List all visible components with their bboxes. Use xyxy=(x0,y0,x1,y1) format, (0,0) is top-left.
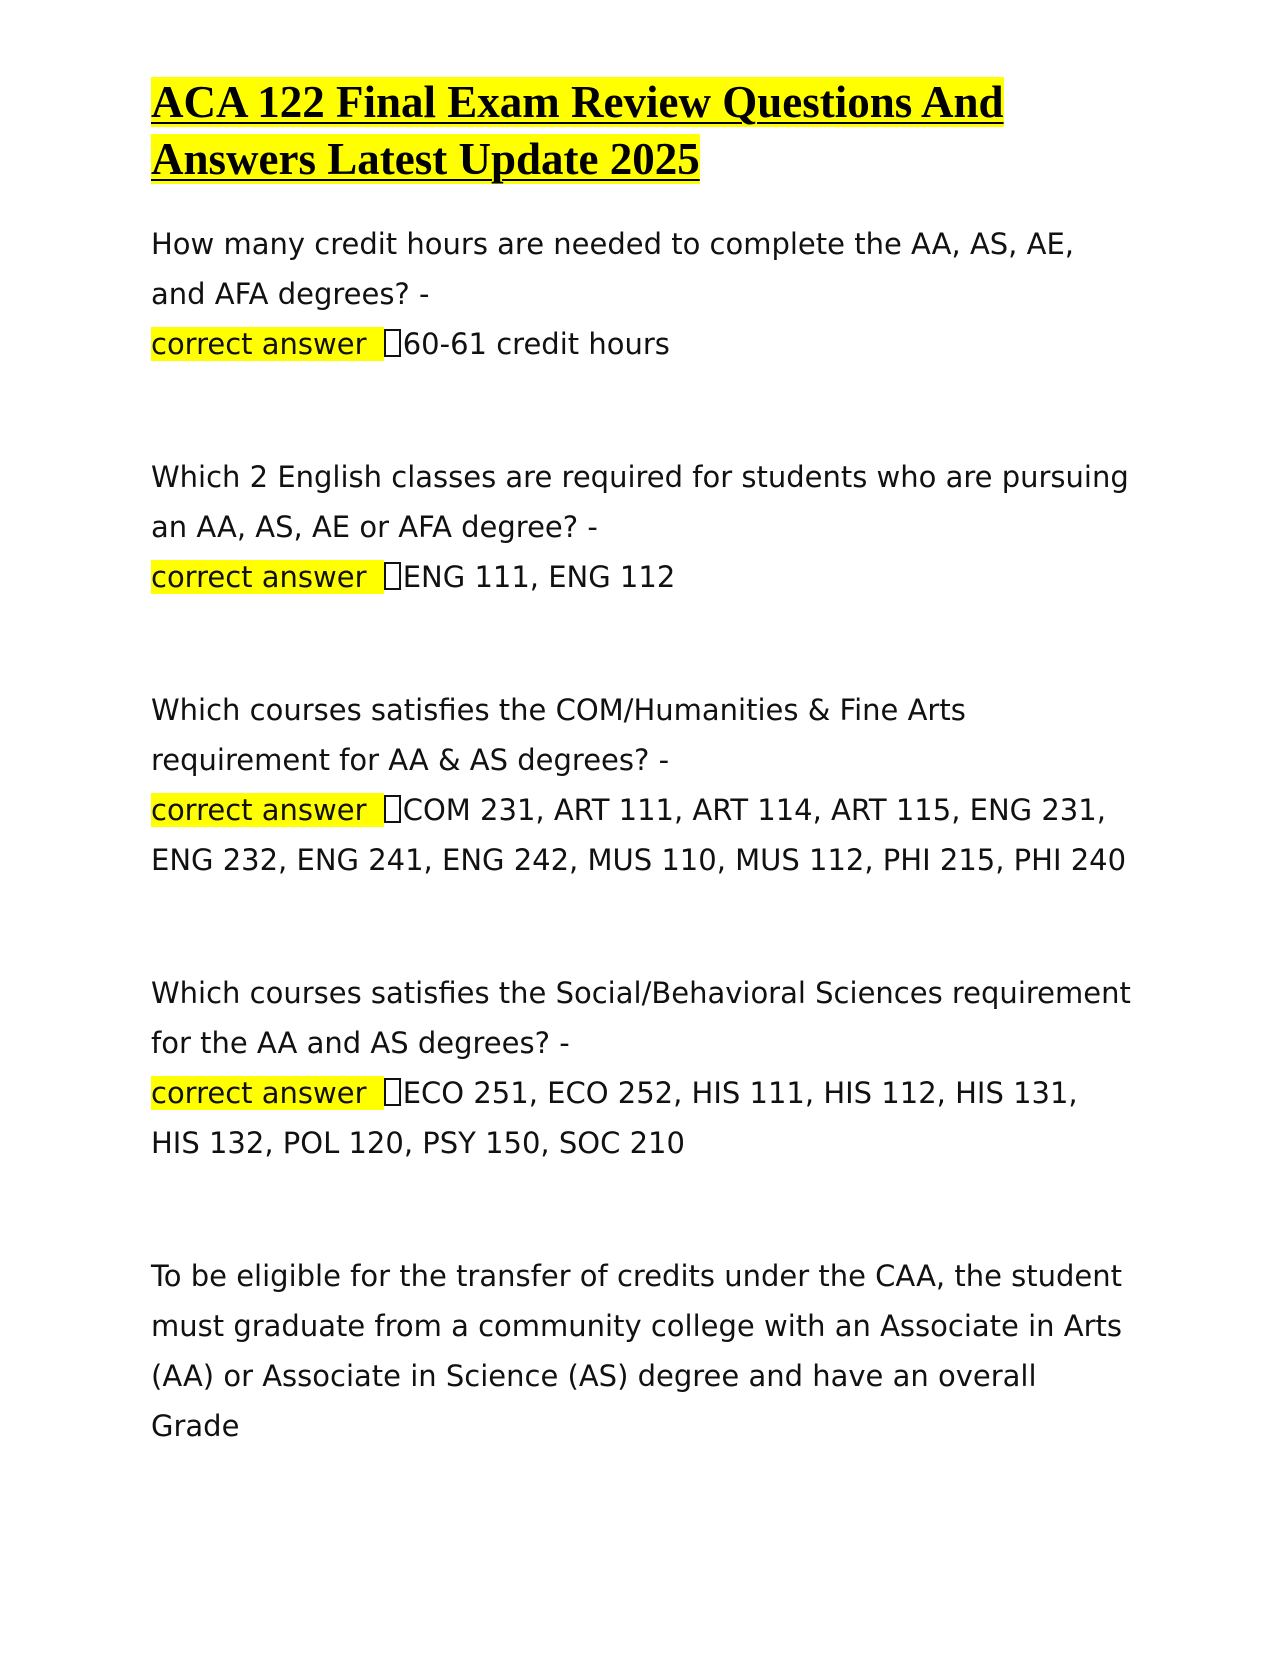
question-text: Which courses satisfies the COM/Humanities & Fine Arts requirement for AA & AS degrees? - xyxy=(151,693,966,777)
answer-text: ENG 111, ENG 112 xyxy=(402,560,676,594)
missing-glyph-box-icon xyxy=(384,1078,401,1106)
answer-text: COM 231, ART 111, ART 114, ART 115, ENG 231, ENG 232, ENG 241, ENG 242, MUS 110, MUS 112, PHI 215, PHI 240 xyxy=(151,793,1127,877)
answer-text: ECO 251, ECO 252, HIS 111, HIS 112, HIS 131, HIS 132, POL 120, PSY 150, SOC 210 xyxy=(151,1076,1078,1160)
qa-item xyxy=(151,452,1131,602)
question-text: How many credit hours are needed to complete the AA, AS, AE, and AFA degrees? - xyxy=(151,227,1075,311)
title-line-2: Answers Latest Update 2025 xyxy=(151,134,700,184)
qa-item xyxy=(151,219,1131,369)
answer-text: 60-61 credit hours xyxy=(402,327,670,361)
answer-label: correct answer xyxy=(151,327,384,361)
qa-item xyxy=(151,968,1131,1168)
answer-label: correct answer xyxy=(151,793,384,827)
question-text: Which courses satisfies the Social/Behavioral Sciences requirement for the AA and AS degrees? - xyxy=(151,976,1131,1060)
question-text: Which 2 English classes are required for students who are pursuing an AA, AS, AE or AFA degree? - xyxy=(151,460,1129,544)
question-text: To be eligible for the transfer of credits under the CAA, the student must graduate from a community college with an Associate in Arts (AA) or Associate in Science (AS) degree and have an overall Grade xyxy=(151,1259,1123,1443)
answer-line xyxy=(151,785,1131,885)
answer-label: correct answer xyxy=(151,1076,384,1110)
missing-glyph-box-icon xyxy=(384,562,401,590)
answer-line xyxy=(151,1068,1131,1168)
qa-item xyxy=(151,1251,1131,1451)
missing-glyph-box-icon xyxy=(384,795,401,823)
qa-item xyxy=(151,685,1131,885)
answer-line xyxy=(151,552,1131,602)
document-title xyxy=(151,74,1131,188)
title-line-1: ACA 122 Final Exam Review Questions And xyxy=(151,77,1004,127)
answer-line xyxy=(151,319,1131,369)
missing-glyph-box-icon xyxy=(384,329,401,357)
answer-label: correct answer xyxy=(151,560,384,594)
